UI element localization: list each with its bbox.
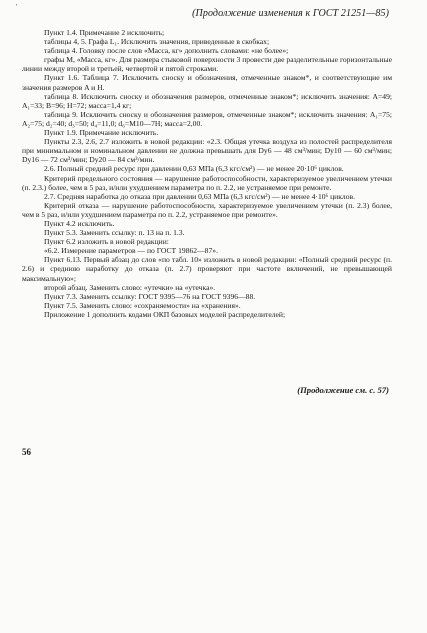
paragraph: Пункт 6.2 изложить в новой редакции: bbox=[44, 237, 169, 247]
paragraph: Пункт 1.6. Таблица 7. Исключить сноску и обозначения, отмеченные знаком*, и соответствующие им значения размеров A и H. bbox=[22, 73, 392, 92]
paragraph: 2.7. Средняя наработка до отказа при давлении 0,63 МПа (6,3 кгс/см²) — не менее 4·10⁶ циклов. bbox=[44, 191, 355, 201]
paragraph: таблицы 4, 5. Графа L₁. Исключить значения, приведенные в скобках; bbox=[44, 37, 270, 47]
paragraph: Приложение 1 дополнить кодами ОКП базовых моделей распределителей; bbox=[44, 309, 286, 319]
page-header: (Продолжение изменения к ГОСТ 21251—85) bbox=[192, 8, 389, 19]
paragraph: Критерий предельного состояния — нарушение работоспособности, характеризуемое увеличением утечки (п. 2.3.) более, чем в 5 раз, и/или ухудшением параметра по п. 2.2, не устраняемое при ремонте. bbox=[22, 173, 392, 192]
paragraph: второй абзац. Заменить слово: «утечки» на «утечка». bbox=[44, 282, 216, 292]
paragraph: 2.6. Полный средний ресурс при давлении 0,63 МПа (6,3 кгс/см²) — не менее 20·10⁶ циклов. bbox=[44, 164, 344, 174]
document-body bbox=[22, 28, 392, 319]
paragraph: Пункт 1.4. Примечание 2 исключить; bbox=[44, 28, 165, 37]
paragraph: Пункты 2.3, 2.6, 2.7 изложить в новой редакции: «2.3. Общая утечка воздуха из полостей распределителя при минимальном и номинальном давлении не должна превышать для Dу6 — 48 см³/мин; Dу10 — 60 см³/мин; Dу16 — 72 см³/мин; Dу20 — 84 см³/мин. bbox=[22, 137, 392, 165]
corner-mark: ' bbox=[16, 3, 18, 11]
paragraph: таблица 8. Исключить сноску и обозначения размеров, отмеченные знаком*; исключить значения: A=49; A₁=33; B=96; H=72; масса=1,4 кг; bbox=[22, 91, 392, 110]
paragraph: графы M, «Масса, кг». Для размера стыковой поверхности 3 провести две разделительные горизонтальные линии между второй и третьей, четвертой и пятой строками. bbox=[22, 55, 392, 74]
page-number: 56 bbox=[22, 447, 31, 457]
paragraph: Пункт 7.3. Заменить ссылку: ГОСТ 9395—76 на ГОСТ 9396—88. bbox=[44, 291, 256, 301]
paragraph: Пункт 7.5. Заменить слово: «сохраняемости» на «хранения». bbox=[44, 300, 241, 310]
paragraph: Пункт 4.2 исключить. bbox=[44, 218, 115, 228]
paragraph: Пункт 1.9. Примечание исключить. bbox=[44, 128, 159, 138]
paragraph: Пункт 6.13. Первый абзац до слов «по табл. 10» изложить в новой редакции: «Полный средний ресурс (п. 2.6) и среднюю наработку до отказа (п. 2.7) проверяют при частоте включений, не превышающей максимальную»; bbox=[22, 255, 392, 283]
paragraph: таблица 9. Исключить сноску и обозначения размеров, отмеченные знаком*; исключить значения: A₁=75; A₂=75; d₂=40; d₃=50; d₄=11,0; d₆=M10—7H; масса=2,00. bbox=[22, 109, 392, 128]
paragraph: таблица 4. Головку после слов «Масса, кг» дополнить словами: «не более»; bbox=[44, 46, 289, 56]
paragraph: Критерий отказа — нарушение работоспособности, характеризуемое увеличением утечки (п. 2.3) более, чем в 5 раз, и/или ухудшением параметра по п. 2.2, устраняемое при ремонте». bbox=[22, 200, 392, 219]
paragraph: Пункт 5.3. Заменить ссылку: п. 13 на п. 1.3. bbox=[44, 228, 185, 238]
paragraph: «6.2. Измерение параметров — по ГОСТ 19862—87». bbox=[44, 246, 218, 256]
continuation-note: (Продолжение см. с. 57) bbox=[297, 385, 389, 395]
